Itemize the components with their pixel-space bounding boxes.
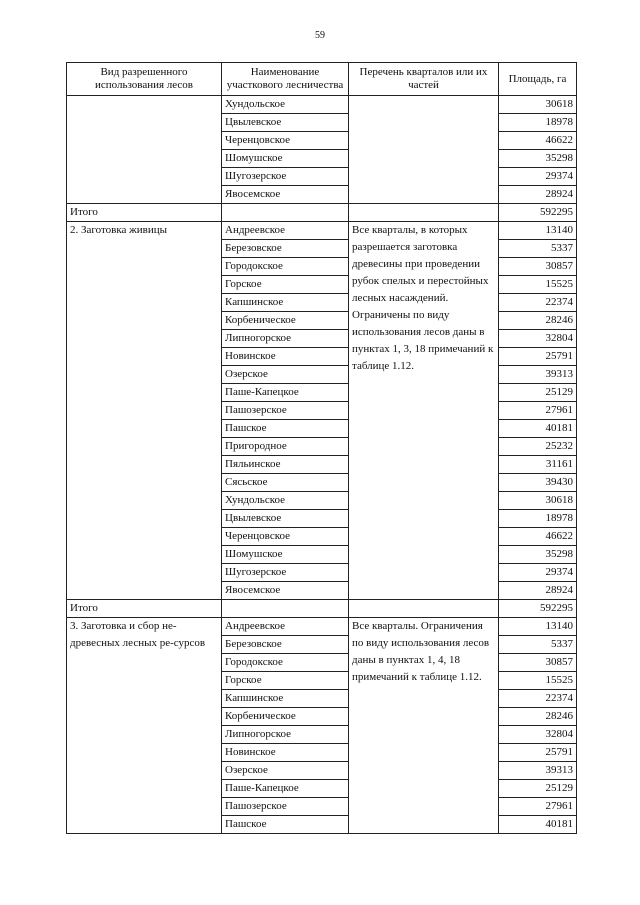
forestry-name-cell: Сясьское (222, 474, 349, 492)
forestry-name-cell: Новинское (222, 744, 349, 762)
area-cell: 46622 (499, 528, 577, 546)
total-area: 592295 (499, 204, 577, 222)
total-label: Итого (67, 600, 222, 618)
area-cell: 5337 (499, 636, 577, 654)
forestry-name-cell: Березовское (222, 240, 349, 258)
page-number: 59 (315, 30, 325, 41)
area-cell: 29374 (499, 168, 577, 186)
area-cell: 39430 (499, 474, 577, 492)
area-cell: 35298 (499, 150, 577, 168)
forestry-name-cell: Цвылевское (222, 114, 349, 132)
forestry-name-cell: Городокское (222, 654, 349, 672)
area-cell: 35298 (499, 546, 577, 564)
area-cell: 40181 (499, 420, 577, 438)
area-cell: 30618 (499, 492, 577, 510)
area-cell: 25791 (499, 744, 577, 762)
total-row (67, 204, 577, 222)
forestry-name-cell: Явосемское (222, 582, 349, 600)
forestry-name-cell: Пашозерское (222, 798, 349, 816)
forestry-name-cell: Шугозерское (222, 168, 349, 186)
forestry-name-cell: Явосемское (222, 186, 349, 204)
forestry-name-cell: Андреевское (222, 222, 349, 240)
forestry-name-cell: Паше-Капецкое (222, 384, 349, 402)
usage-type-cell: 2. Заготовка живицы (67, 222, 222, 600)
header-quarters: Перечень кварталов или их частей (349, 63, 499, 96)
table-body (67, 96, 577, 834)
forest-use-table (66, 62, 577, 834)
area-cell: 39313 (499, 762, 577, 780)
header-usage-type: Вид разрешенного использования лесов (67, 63, 222, 96)
area-cell: 28246 (499, 312, 577, 330)
forestry-name-cell: Горское (222, 276, 349, 294)
forestry-name-cell: Черенцовское (222, 132, 349, 150)
area-cell: 13140 (499, 222, 577, 240)
header-area: Площадь, га (499, 63, 577, 96)
forestry-name-cell: Березовское (222, 636, 349, 654)
table-header-row (67, 63, 577, 96)
forestry-name-cell: Городокское (222, 258, 349, 276)
area-cell: 22374 (499, 294, 577, 312)
usage-type-cell: 3. Заготовка и сбор не-древесных лесных ре-сурсов (67, 618, 222, 834)
area-cell: 30618 (499, 96, 577, 114)
area-cell: 32804 (499, 726, 577, 744)
area-cell: 25232 (499, 438, 577, 456)
forestry-name-cell: Капшинское (222, 690, 349, 708)
empty-cell (222, 600, 349, 618)
empty-cell (222, 204, 349, 222)
forestry-name-cell: Липногорское (222, 726, 349, 744)
area-cell: 40181 (499, 816, 577, 834)
area-cell: 27961 (499, 402, 577, 420)
area-cell: 18978 (499, 114, 577, 132)
area-cell: 25129 (499, 780, 577, 798)
area-cell: 31161 (499, 456, 577, 474)
area-cell: 28246 (499, 708, 577, 726)
forestry-name-cell: Корбеническое (222, 708, 349, 726)
area-cell: 29374 (499, 564, 577, 582)
area-cell: 18978 (499, 510, 577, 528)
empty-cell (349, 600, 499, 618)
forestry-name-cell: Пяльинское (222, 456, 349, 474)
area-cell: 5337 (499, 240, 577, 258)
area-cell: 27961 (499, 798, 577, 816)
usage-type-cell (67, 96, 222, 204)
forestry-name-cell: Андреевское (222, 618, 349, 636)
header-forestry-name: Наименование участкового лесничества (222, 63, 349, 96)
area-cell: 32804 (499, 330, 577, 348)
area-cell: 39313 (499, 366, 577, 384)
forestry-name-cell: Пригородное (222, 438, 349, 456)
area-cell: 15525 (499, 672, 577, 690)
total-label: Итого (67, 204, 222, 222)
forestry-name-cell: Хундольское (222, 492, 349, 510)
area-cell: 30857 (499, 258, 577, 276)
forestry-name-cell: Корбеническое (222, 312, 349, 330)
area-cell: 15525 (499, 276, 577, 294)
area-cell: 25129 (499, 384, 577, 402)
area-cell: 22374 (499, 690, 577, 708)
forestry-name-cell: Шугозерское (222, 564, 349, 582)
table-row (67, 222, 577, 240)
forestry-name-cell: Хундольское (222, 96, 349, 114)
forestry-name-cell: Пашское (222, 420, 349, 438)
forestry-name-cell: Цвылевское (222, 510, 349, 528)
forestry-name-cell: Липногорское (222, 330, 349, 348)
forestry-name-cell: Шомушское (222, 150, 349, 168)
area-cell: 28924 (499, 582, 577, 600)
forestry-name-cell: Шомушское (222, 546, 349, 564)
table-row (67, 618, 577, 636)
forestry-name-cell: Черенцовское (222, 528, 349, 546)
forestry-name-cell: Капшинское (222, 294, 349, 312)
forestry-name-cell: Озерское (222, 366, 349, 384)
quarters-cell (349, 96, 499, 204)
area-cell: 30857 (499, 654, 577, 672)
forestry-name-cell: Горское (222, 672, 349, 690)
quarters-cell: Все кварталы. Ограничения по виду использования лесов даны в пунктах 1, 4, 18 примечаний к таблице 1.12. (349, 618, 499, 834)
total-area: 592295 (499, 600, 577, 618)
table-row (67, 96, 577, 114)
quarters-cell: Все кварталы, в которых разрешается заготовка древесины при проведении рубок спелых и перестойных лесных насаждений. Ограничены по виду использования лесов даны в пунктах 1, 3, 18 примечаний к таблице 1.12. (349, 222, 499, 600)
area-cell: 46622 (499, 132, 577, 150)
area-cell: 25791 (499, 348, 577, 366)
total-row (67, 600, 577, 618)
area-cell: 13140 (499, 618, 577, 636)
area-cell: 28924 (499, 186, 577, 204)
empty-cell (349, 204, 499, 222)
forestry-name-cell: Пашозерское (222, 402, 349, 420)
forestry-name-cell: Пашское (222, 816, 349, 834)
forestry-name-cell: Озерское (222, 762, 349, 780)
forestry-name-cell: Паше-Капецкое (222, 780, 349, 798)
forestry-name-cell: Новинское (222, 348, 349, 366)
